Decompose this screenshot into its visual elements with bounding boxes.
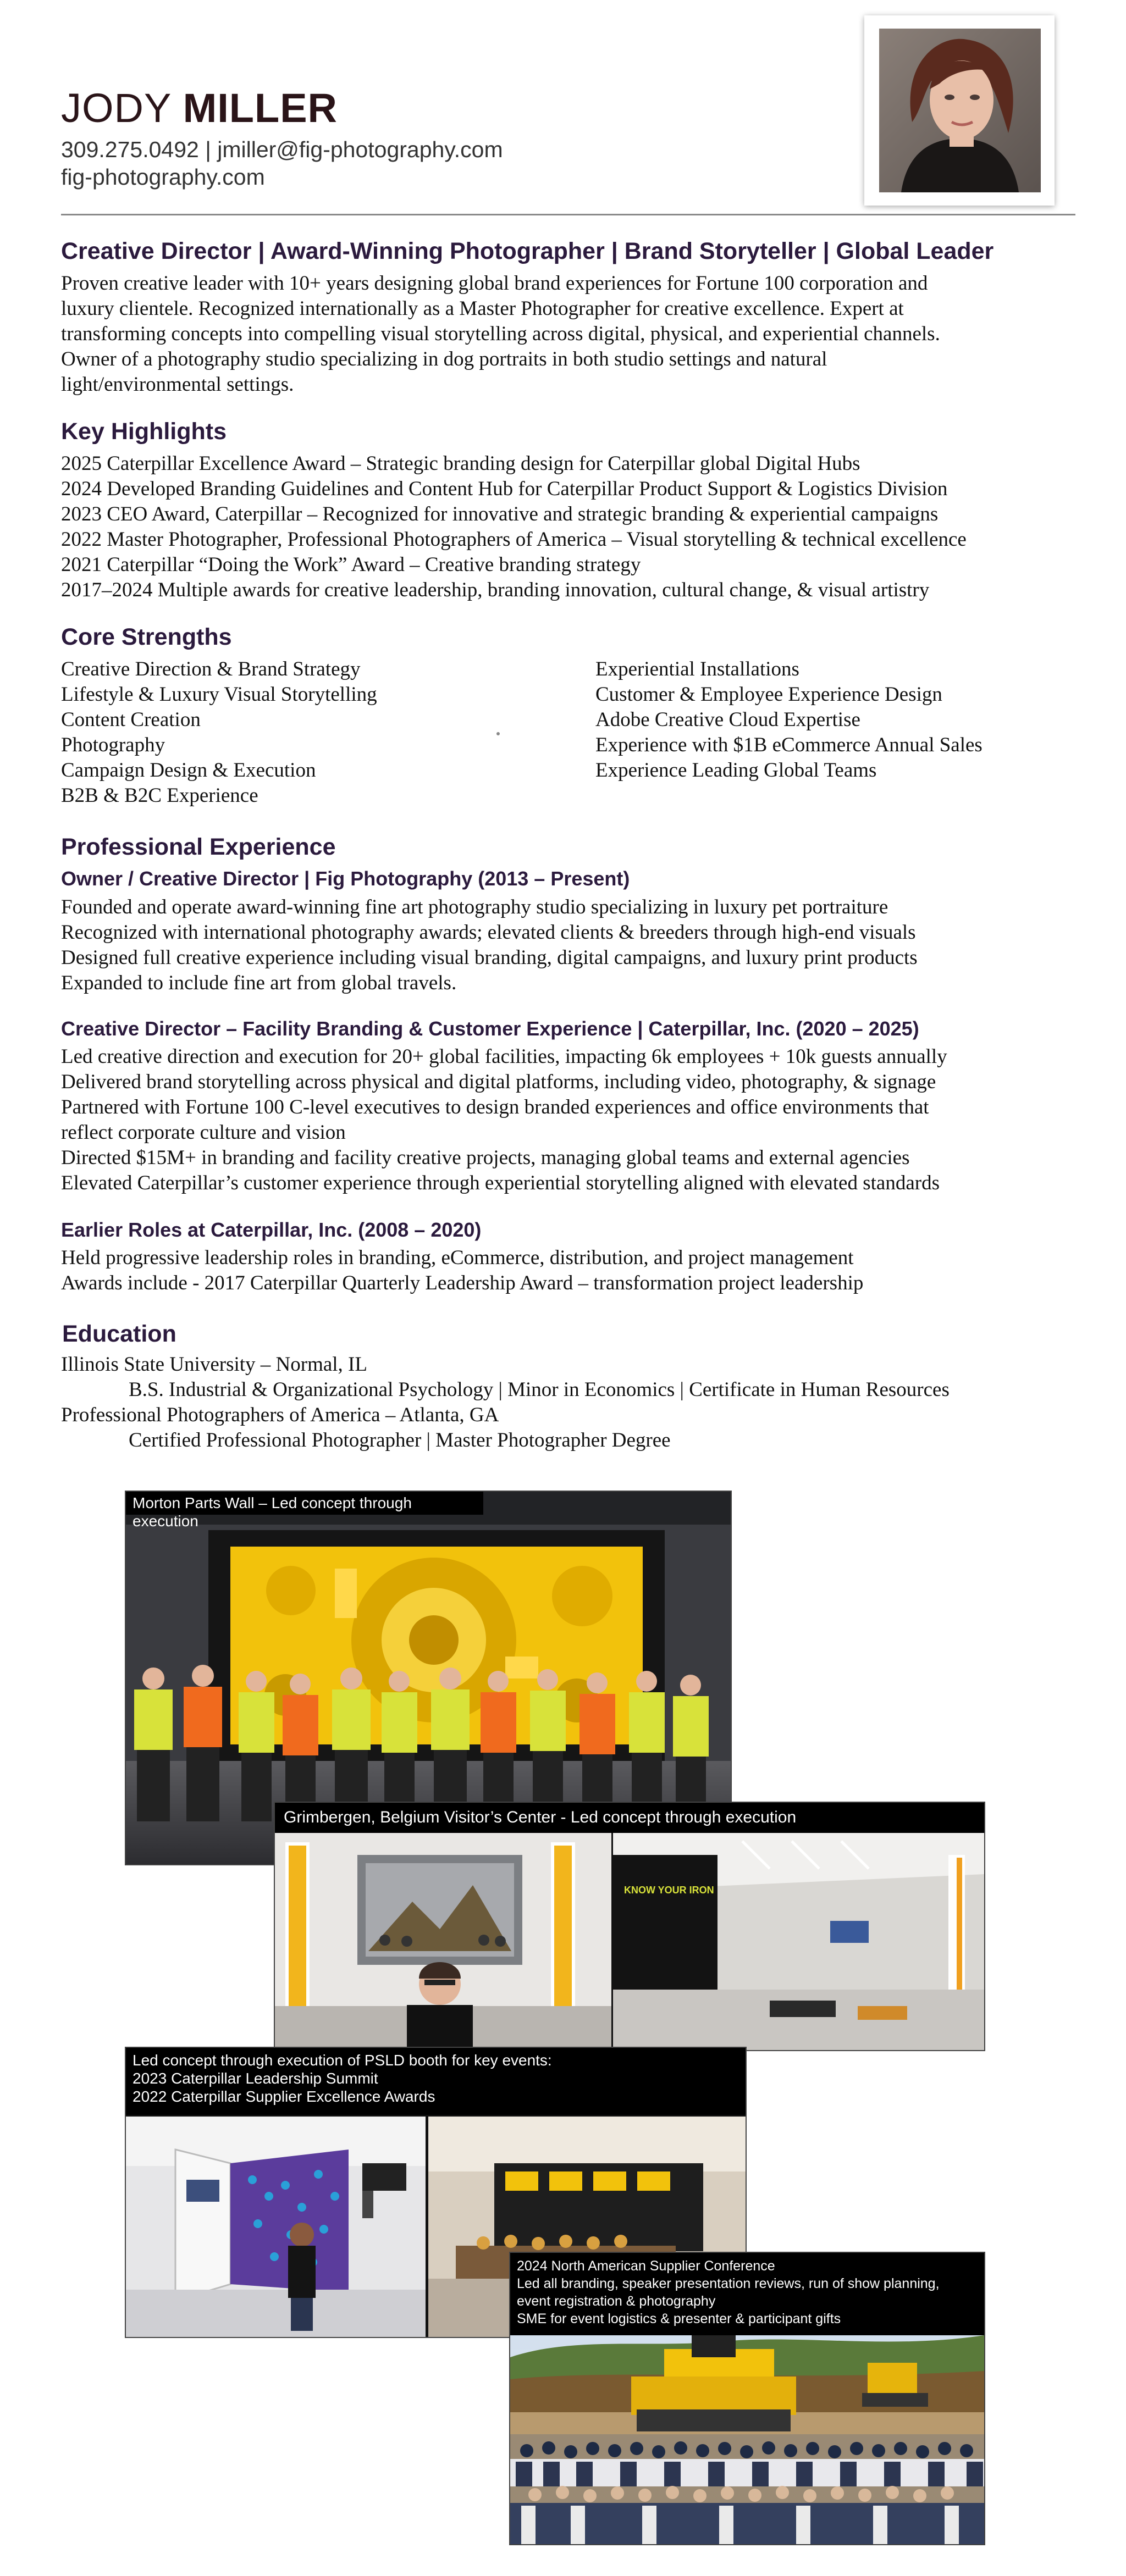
highlights-list bbox=[61, 451, 967, 603]
strengths-right-column bbox=[595, 657, 983, 783]
job-detail-line: Awards include - 2017 Caterpillar Quarterly Leadership Award – transformation project leadership bbox=[61, 1272, 864, 1294]
education-degree: B.S. Industrial & Organizational Psychology | Minor in Economics | Certificate in Human Resources bbox=[129, 1378, 950, 1401]
education-degree: Certified Professional Photographer | Master Photographer Degree bbox=[129, 1429, 671, 1452]
psld-caption-line: 2022 Caterpillar Supplier Excellence Awards bbox=[133, 2088, 435, 2105]
supplier-conference-caption bbox=[510, 2253, 984, 2335]
education-list bbox=[61, 1352, 950, 1453]
education-title: Education bbox=[62, 1321, 176, 1347]
highlight-item: 2024 Developed Branding Guidelines and Content Hub for Caterpillar Product Support & Logistics Division bbox=[61, 478, 948, 500]
job-detail-line: Recognized with international photography awards; elevated clients & breeders through high-end visuals bbox=[61, 921, 916, 944]
psld-caption-line: Led concept through execution of PSLD booth for key events: bbox=[133, 2052, 552, 2069]
first-name: JODY bbox=[61, 85, 172, 131]
strength-item: Experience with $1B eCommerce Annual Sales bbox=[595, 734, 983, 756]
strength-item: B2B & B2C Experience bbox=[61, 784, 258, 807]
job-details-caterpillar-director bbox=[61, 1044, 947, 1196]
summary-line: Proven creative leader with 10+ years designing global brand experiences for Fortune 100 corporation and bbox=[61, 272, 928, 295]
psld-caption bbox=[126, 2048, 746, 2115]
contact-website: fig-photography.com bbox=[61, 164, 265, 190]
highlight-item: 2023 CEO Award, Caterpillar – Recognized for innovative and strategic branding & experiential campaigns bbox=[61, 503, 939, 525]
strength-item: Photography bbox=[61, 734, 165, 756]
job-title-caterpillar-director: Creative Director – Facility Branding & Customer Experience | Caterpillar, Inc. (2020 – 2025) bbox=[61, 1017, 919, 1040]
candidate-name bbox=[61, 85, 338, 131]
header-divider bbox=[61, 214, 1075, 215]
job-title-caterpillar-earlier: Earlier Roles at Caterpillar, Inc. (2008 – 2020) bbox=[61, 1218, 482, 1241]
strength-item: Customer & Employee Experience Design bbox=[595, 683, 942, 706]
highlight-item: 2022 Master Photographer, Professional Photographers of America – Visual storytelling & technical excellence bbox=[61, 528, 967, 551]
strength-item: Campaign Design & Execution bbox=[61, 759, 316, 782]
job-detail-line: Elevated Caterpillar’s customer experience through experiential storytelling aligned with elevated standards bbox=[61, 1172, 940, 1194]
education-school: Professional Photographers of America – Atlanta, GA bbox=[61, 1404, 499, 1426]
education-school: Illinois State University – Normal, IL bbox=[61, 1353, 367, 1376]
strength-item: Content Creation bbox=[61, 708, 201, 731]
supplier-caption-line: 2024 North American Supplier Conference bbox=[517, 2258, 775, 2274]
summary-line: transforming concepts into compelling visual storytelling across digital, physical, and experiential channels. bbox=[61, 323, 940, 345]
job-detail-line: Expanded to include fine art from global travels. bbox=[61, 972, 457, 994]
supplier-caption-line: Led all branding, speaker presentation reviews, run of show planning, bbox=[517, 2276, 940, 2291]
highlight-item: 2021 Caterpillar “Doing the Work” Award – Creative branding strategy bbox=[61, 553, 641, 576]
morton-caption: Morton Parts Wall – Led concept through execution bbox=[126, 1492, 483, 1515]
headshot-image bbox=[879, 29, 1041, 192]
contact-phone-email: 309.275.0492 | jmiller@fig-photography.com bbox=[61, 137, 503, 162]
highlight-item: 2025 Caterpillar Excellence Award – Strategic branding design for Caterpillar global Digital Hubs bbox=[61, 452, 860, 475]
job-detail-line: Designed full creative experience including visual branding, digital campaigns, and luxury print products bbox=[61, 946, 918, 969]
job-detail-line: Directed $15M+ in branding and facility creative projects, managing global teams and external agencies bbox=[61, 1146, 910, 1169]
job-detail-line: reflect corporate culture and vision bbox=[61, 1121, 346, 1144]
strengths-left-column bbox=[61, 657, 377, 808]
grimbergen-caption: Grimbergen, Belgium Visitor’s Center - Led concept through execution bbox=[275, 1803, 984, 1833]
job-detail-line: Led creative direction and execution for 20+ global facilities, impacting 6k employees + 10k guests annually bbox=[61, 1045, 947, 1068]
job-detail-line: Delivered brand storytelling across physical and digital platforms, including video, photography, & signage bbox=[61, 1071, 936, 1093]
job-detail-line: Held progressive leadership roles in branding, eCommerce, distribution, and project management bbox=[61, 1247, 854, 1269]
strength-item: Experiential Installations bbox=[595, 658, 799, 680]
strength-item: Experience Leading Global Teams bbox=[595, 759, 877, 782]
strength-item: Lifestyle & Luxury Visual Storytelling bbox=[61, 683, 377, 706]
job-title-fig-photography: Owner / Creative Director | Fig Photography (2013 – Present) bbox=[61, 867, 630, 890]
strengths-title: Core Strengths bbox=[61, 624, 232, 650]
strength-item: Creative Direction & Brand Strategy bbox=[61, 658, 361, 680]
summary-title: Creative Director | Award-Winning Photographer | Brand Storyteller | Global Leader bbox=[61, 238, 994, 264]
psld-caption-line: 2023 Caterpillar Leadership Summit bbox=[133, 2070, 378, 2087]
job-details-fig-photography bbox=[61, 895, 918, 996]
summary-paragraph bbox=[61, 271, 940, 397]
grimbergen-sign-text: KNOW YOUR IRON bbox=[624, 1885, 714, 1896]
highlight-item: 2017–2024 Multiple awards for creative leadership, branding innovation, cultural change, & visual artistry bbox=[61, 579, 930, 601]
summary-line: light/environmental settings. bbox=[61, 373, 294, 396]
supplier-caption-line: event registration & photography bbox=[517, 2294, 716, 2309]
grimbergen-visitor-center-photos bbox=[275, 1803, 984, 2050]
job-detail-line: Partnered with Fortune 100 C-level executives to design branded experiences and office environments that bbox=[61, 1096, 929, 1118]
summary-line: Owner of a photography studio specializing in dog portraits in both studio settings and natural bbox=[61, 348, 827, 370]
highlights-title: Key Highlights bbox=[61, 418, 227, 445]
job-details-caterpillar-earlier bbox=[61, 1245, 863, 1296]
job-detail-line: Founded and operate award-winning fine art photography studio specializing in luxury pet portraiture bbox=[61, 896, 888, 918]
divider-dot bbox=[496, 732, 500, 735]
experience-title: Professional Experience bbox=[61, 834, 336, 860]
supplier-caption-line: SME for event logistics & presenter & participant gifts bbox=[517, 2311, 841, 2326]
last-name: MILLER bbox=[183, 85, 338, 131]
strength-item: Adobe Creative Cloud Expertise bbox=[595, 708, 860, 731]
summary-line: luxury clientele. Recognized internationally as a Master Photographer for creative excellence. Expert at bbox=[61, 297, 904, 320]
headshot-photo bbox=[864, 15, 1055, 206]
